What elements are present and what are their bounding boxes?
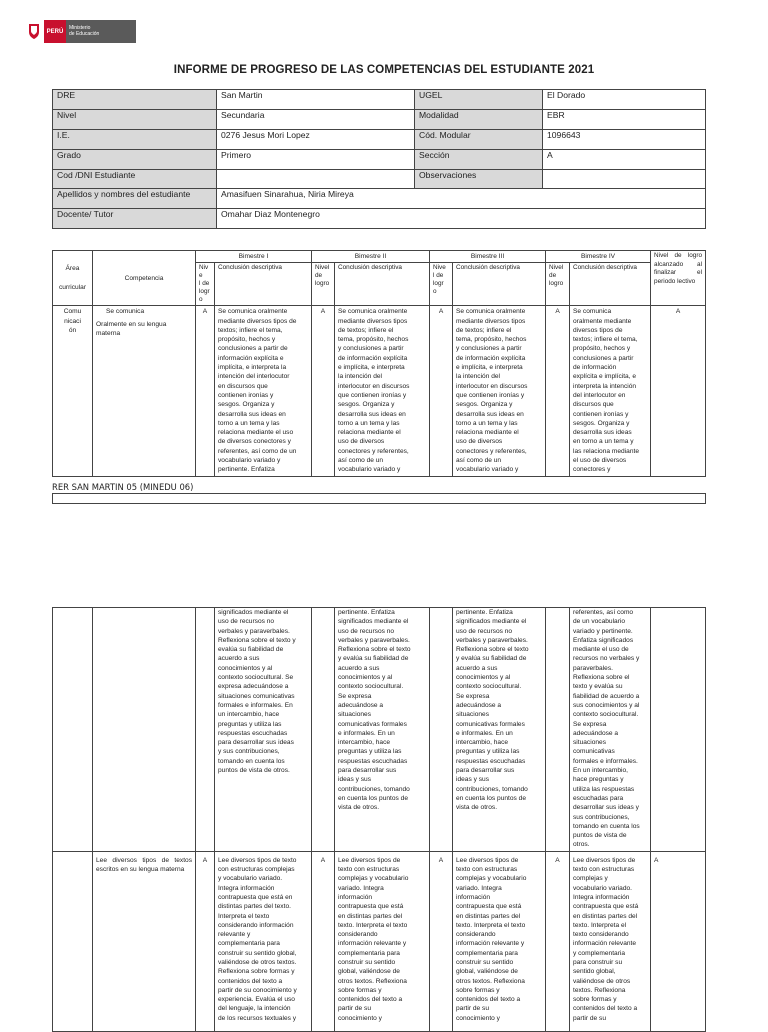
dni-label: Cod /DNI Estudiante — [53, 169, 217, 189]
level-final-cont — [651, 608, 706, 852]
grado-label: Grado — [53, 149, 217, 169]
nivel-final-header: Nivel de logro alcanzado al finalizar el periodo lectivo — [651, 251, 706, 306]
observaciones-label: Observaciones — [415, 169, 543, 189]
dre-value: San Martin — [217, 90, 415, 110]
seccion-value: A — [543, 149, 706, 169]
seccion-label: Sección — [415, 149, 543, 169]
level-b3-cont — [430, 608, 453, 852]
conclusion-3-header: Conclusión descriptiva — [453, 263, 546, 306]
cod-modular-value: 1096643 — [543, 129, 706, 149]
competencia-lee-cell: Lee diversos tipos de textos escritos en su lengua materna — [93, 851, 196, 1031]
area-header: Área curricular — [53, 251, 93, 306]
competencia-header: Competencia — [93, 251, 196, 306]
ugel-label: UGEL — [415, 90, 543, 110]
grado-value: Primero — [217, 149, 415, 169]
docente-value: Omahar Diaz Montenegro — [217, 209, 706, 229]
conclusion-b3: Se comunica oralmente mediante diversos tipos de textos; infiere el tema, propósito, hechos y conclusiones a partir de información explícita e implícita, e interpreta la intención del interlocutor en discursos que contienen ironías y sesgos. Organiza y desarrolla sus ideas en torno a un tema y las relaciona mediante el uso de diversos conectores y referentes, así como de un vocabulario variado y — [453, 306, 546, 476]
lee-conclusion-b3: Lee diversos tipos de texto con estructuras complejas y vocabulario variado. Integra información contrapuesta que está en distintas partes del texto. Interpreta el texto considerando información relevante y complementaria para construir su sentido global, valiéndose de otros textos. Reflexiona sobre formas y contenidos del texto a partir de su conocimiento y — [453, 851, 546, 1031]
conclusion-b4: Se comunica oralmente mediante diversos tipos de textos; infiere el tema, propósito, hechos y conclusiones a partir de información explícita e implícita, e interpreta la intención del interlocutor en discursos que contienen ironías y sesgos. Organiza y desarrolla sus ideas en torno a un tema y las relaciona mediante el uso de diversos conectores y — [570, 306, 651, 476]
area-cell-cont — [53, 608, 93, 852]
lee-level-b1: A — [196, 851, 215, 1031]
ministry-logo — [24, 20, 136, 43]
nivel-value: Secundaria — [217, 109, 415, 129]
nombres-label: Apellidos y nombres del estudiante — [53, 189, 217, 209]
conclusion-b3-cont: pertinente. Enfatiza significados mediante el uso de recursos no verbales y paraverbales. Reflexiona sobre el texto y evalúa su fiabilidad de acuerdo a sus conocimientos y al contexto sociocultural. Se expresa adecuándose a situaciones comunicativas formales e informales. En un intercambio, hace preguntas y utiliza las respuestas escuchadas para desarrollar sus ideas y sus contribuciones, tomando en cuenta los puntos de vista de otros. — [453, 608, 546, 852]
level-b1-cont — [196, 608, 215, 852]
nivel-label: Nivel — [53, 109, 217, 129]
level-b4-cont — [546, 608, 570, 852]
page-title: INFORME DE PROGRESO DE LAS COMPETENCIAS DEL ESTUDIANTE 2021 — [173, 64, 595, 76]
modalidad-label: Modalidad — [415, 109, 543, 129]
docente-label: Docente/ Tutor — [53, 209, 217, 229]
student-info-table — [52, 89, 706, 229]
coat-of-arms-icon — [24, 20, 44, 43]
level-final: A — [651, 306, 706, 476]
footer-code: RER SAN MARTIN 05 (MINEDU 06) — [52, 482, 194, 492]
nivel-logro-2-header: Nivel de logro — [312, 263, 335, 306]
competency-table — [52, 250, 706, 477]
bimestre-2-header: Bimestre II — [312, 251, 430, 263]
country-badge: PERÚ — [44, 20, 66, 43]
lee-conclusion-b1: Lee diversos tipos de texto con estructuras complejas y vocabulario variado. Integra información contrapuesta que está en distintas partes del texto. Interpreta el texto considerando información relevante y complementaria para construir su sentido global, valiéndose de otros textos. Reflexiona sobre formas y contenidos del texto a partir de su conocimiento y experiencia. Evalúa el uso del lenguaje, la intención de los recursos textuales y — [215, 851, 312, 1031]
competencia-cell — [93, 306, 196, 476]
nivel-logro-1-header: Nive l de logr o — [196, 263, 215, 306]
competencia-top-text: Se comunica — [106, 308, 145, 316]
conclusion-b2: Se comunica oralmente mediante diversos tipos de textos; infiere el tema, propósito, hechos y conclusiones a partir de información explícita e implícita, e interpreta la intención del interlocutor en discursos que contienen ironías y sesgos. Organiza y desarrolla sus ideas en torno a un tema y las relaciona mediante el uso de diversos conectores y referentes, así como de un vocabulario variado y — [335, 306, 430, 476]
nivel-logro-4-header: Nivel de logro — [546, 263, 570, 306]
lee-conclusion-b4: Lee diversos tipos de texto con estructuras complejas y vocabulario variado. Integra información contrapuesta que está en distintas partes del texto. Interpreta el texto considerando información relevante y complementaria para construir su sentido global, valiéndose de otros textos. Reflexiona sobre formas y contenidos del texto a partir de su — [570, 851, 651, 1031]
area-cell: Comu nicaci ón — [53, 306, 93, 476]
conclusion-2-header: Conclusión descriptiva — [335, 263, 430, 306]
ugel-value: El Dorado — [543, 90, 706, 110]
footer-box — [52, 493, 706, 504]
lee-level-b3: A — [430, 851, 453, 1031]
competencia-cell-cont — [93, 608, 196, 852]
level-b2: A — [312, 306, 335, 476]
conclusion-b4-cont: referentes, así como de un vocabulario variado y pertinente. Enfatiza significados mediante el uso de recursos no verbales y paraverbales. Reflexiona sobre el texto y evalúa su fiabilidad de acuerdo a sus conocimientos y al contexto sociocultural. Se expresa adecuándose a situaciones comunicativas formales e informales. En un intercambio, hace preguntas y utiliza las respuestas escuchadas para desarrollar sus ideas y sus contribuciones, tomando en cuenta los puntos de vista de otros. — [570, 608, 651, 852]
cod-modular-label: Cód. Modular — [415, 129, 543, 149]
lee-level-b4: A — [546, 851, 570, 1031]
area-cell-2 — [53, 851, 93, 1031]
bimestre-3-header: Bimestre III — [430, 251, 546, 263]
bimestre-4-header: Bimestre IV — [546, 251, 651, 263]
dni-value — [217, 169, 415, 189]
ie-value: 0276 Jesus Mori Lopez — [217, 129, 415, 149]
conclusion-b1-cont: significados mediante el uso de recursos no verbales y paraverbales. Reflexiona sobre el texto y evalúa su fiabilidad de acuerdo a sus conocimientos y al contexto sociocultural. Se expresa adecuándose a situaciones comunicativas formales e informales. En un intercambio, hace preguntas y utiliza las respuestas escuchadas para desarrollar sus ideas y sus contribuciones, tomando en cuenta los puntos de vista de otros. — [215, 608, 312, 852]
ie-label: I.E. — [53, 129, 217, 149]
modalidad-value: EBR — [543, 109, 706, 129]
ministry-name: Ministerio de Educación — [66, 20, 136, 43]
bimestre-1-header: Bimestre I — [196, 251, 312, 263]
level-b3: A — [430, 306, 453, 476]
observaciones-value — [543, 169, 706, 189]
competency-table-continued — [52, 607, 706, 1032]
level-b4: A — [546, 306, 570, 476]
conclusion-b2-cont: pertinente. Enfatiza significados mediante el uso de recursos no verbales y paraverbales. Reflexiona sobre el texto y evalúa su fiabilidad de acuerdo a sus conocimientos y al contexto sociocultural. Se expresa adecuándose a situaciones comunicativas formales e informales. En un intercambio, hace preguntas y utiliza las respuestas escuchadas para desarrollar sus ideas y sus contribuciones, tomando en cuenta los puntos de vista de otros. — [335, 608, 430, 852]
conclusion-b1: Se comunica oralmente mediante diversos tipos de textos; infiere el tema, propósito, hechos y conclusiones a partir de información explícita e implícita, e interpreta la intención del interlocutor en discursos que contienen ironías y sesgos. Organiza y desarrolla sus ideas en torno a un tema y las relaciona mediante el uso de diversos conectores y referentes, así como de un vocabulario variado y pertinente. Enfatiza — [215, 306, 312, 476]
lee-level-b2: A — [312, 851, 335, 1031]
conclusion-1-header: Conclusión descriptiva — [215, 263, 312, 306]
conclusion-4-header: Conclusión descriptiva — [570, 263, 651, 306]
competencia-text: Oralmente en su lengua materna — [96, 320, 167, 337]
dre-label: DRE — [53, 90, 217, 110]
nivel-logro-3-header: Nive l de logr o — [430, 263, 453, 306]
level-b1: A — [196, 306, 215, 476]
level-b2-cont — [312, 608, 335, 852]
lee-conclusion-b2: Lee diversos tipos de texto con estructuras complejas y vocabulario variado. Integra información contrapuesta que está en distintas partes del texto. Interpreta el texto considerando información relevante y complementaria para construir su sentido global, valiéndose de otros textos. Reflexiona sobre formas y contenidos del texto a partir de su conocimiento y — [335, 851, 430, 1031]
lee-level-final: A — [651, 851, 706, 1031]
nombres-value: Amasifuen Sinarahua, Niria Mireya — [217, 189, 706, 209]
